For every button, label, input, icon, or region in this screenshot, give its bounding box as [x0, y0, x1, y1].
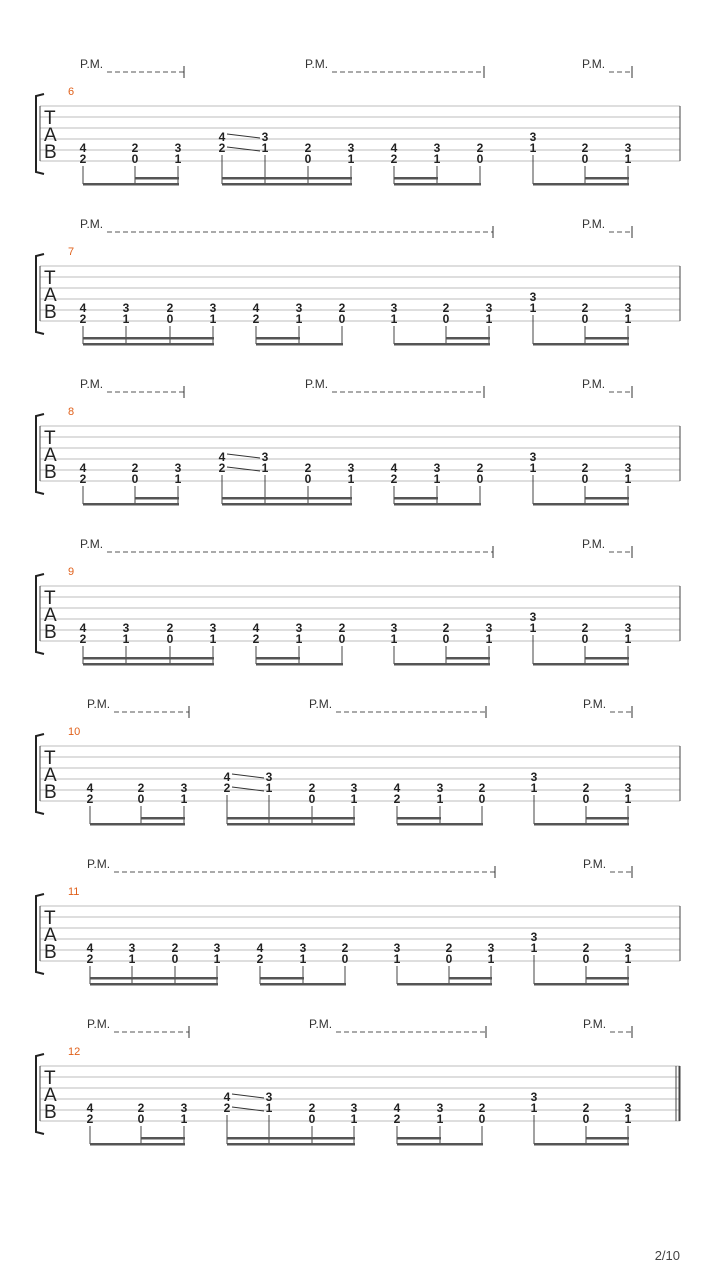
fret-number: 4 — [223, 770, 231, 784]
fret-number: 0 — [338, 632, 346, 646]
fret-number: 1 — [265, 1101, 273, 1115]
fret-number: 4 — [79, 301, 87, 315]
fret-number: 3 — [624, 461, 632, 475]
fret-number: 0 — [304, 472, 312, 486]
tab-system-11 — [36, 857, 680, 986]
fret-number: 4 — [79, 141, 87, 155]
fret-number: 0 — [338, 312, 346, 326]
fret-number: 3 — [624, 621, 632, 635]
fret-number: 4 — [252, 621, 260, 635]
fret-number: 2 — [308, 781, 316, 795]
fret-number: 2 — [218, 461, 226, 475]
fret-number: 2 — [582, 941, 590, 955]
bar-number: 8 — [68, 406, 75, 418]
fret-number: 2 — [338, 621, 346, 635]
beam-primary — [83, 503, 179, 506]
fret-number: 3 — [624, 781, 632, 795]
fret-number: 1 — [122, 632, 130, 646]
beam-secondary — [449, 977, 492, 980]
fret-number: 1 — [529, 301, 537, 315]
fret-number: 1 — [174, 472, 182, 486]
fret-number: 4 — [218, 450, 226, 464]
fret-number: 0 — [308, 1112, 316, 1126]
tab-clef-letter: B — [44, 622, 57, 643]
fret-number: 3 — [624, 141, 632, 155]
beam-primary — [533, 343, 629, 346]
fret-number: 0 — [442, 312, 450, 326]
beam-secondary — [222, 177, 352, 180]
fret-number: 4 — [393, 1101, 401, 1115]
fret-number: 2 — [581, 301, 589, 315]
palm-mute-label: P.M. — [582, 377, 606, 391]
tab-clef-letter: A — [44, 605, 57, 626]
fret-number: 2 — [218, 141, 226, 155]
fret-number: 3 — [350, 1101, 358, 1115]
fret-number: 0 — [166, 312, 174, 326]
fret-number: 3 — [393, 941, 401, 955]
fret-number: 3 — [485, 621, 493, 635]
fret-number: 3 — [436, 781, 444, 795]
fret-number: 1 — [436, 1112, 444, 1126]
fret-number: 3 — [209, 621, 217, 635]
fret-number: 2 — [338, 301, 346, 315]
beam-secondary — [256, 657, 300, 660]
fret-number: 3 — [529, 450, 537, 464]
palm-mute-label: P.M. — [582, 217, 606, 231]
fret-number: 1 — [624, 632, 632, 646]
beam-primary — [222, 183, 352, 186]
fret-number: 3 — [530, 930, 538, 944]
beam-secondary — [141, 817, 185, 820]
fret-number: 1 — [433, 152, 441, 166]
fret-number: 2 — [476, 141, 484, 155]
fret-number: 4 — [86, 1101, 94, 1115]
fret-number: 2 — [131, 141, 139, 155]
fret-number: 4 — [86, 941, 94, 955]
beam-primary — [256, 343, 343, 346]
fret-number: 2 — [137, 781, 145, 795]
fret-number: 3 — [128, 941, 136, 955]
tab-clef-letter: A — [44, 445, 57, 466]
fret-number: 2 — [79, 152, 87, 166]
fret-number: 2 — [86, 952, 94, 966]
fret-number: 0 — [581, 312, 589, 326]
fret-number: 1 — [261, 141, 269, 155]
fret-number: 3 — [209, 301, 217, 315]
fret-number: 0 — [581, 472, 589, 486]
beam-secondary — [90, 977, 218, 980]
fret-number: 0 — [304, 152, 312, 166]
fret-number: 2 — [581, 141, 589, 155]
slide-line — [227, 454, 260, 458]
beam-secondary — [586, 817, 629, 820]
fret-number: 1 — [174, 152, 182, 166]
fret-number: 2 — [582, 781, 590, 795]
fret-number: 2 — [166, 301, 174, 315]
fret-number: 0 — [581, 152, 589, 166]
tab-clef-letter: A — [44, 1085, 57, 1106]
fret-number: 4 — [256, 941, 264, 955]
fret-number: 3 — [347, 461, 355, 475]
fret-number: 1 — [213, 952, 221, 966]
fret-number: 1 — [122, 312, 130, 326]
fret-number: 3 — [624, 941, 632, 955]
fret-number: 1 — [295, 312, 303, 326]
tab-clef-letter: B — [44, 462, 57, 483]
fret-number: 3 — [213, 941, 221, 955]
bar-number: 7 — [68, 246, 75, 258]
palm-mute-label: P.M. — [87, 697, 111, 711]
fret-number: 1 — [624, 472, 632, 486]
bar-number: 12 — [68, 1046, 81, 1058]
fret-number: 4 — [86, 781, 94, 795]
beam-primary — [533, 183, 629, 186]
fret-number: 3 — [433, 141, 441, 155]
beam-secondary — [394, 177, 438, 180]
beam-primary — [83, 183, 179, 186]
beam-secondary — [394, 497, 438, 500]
fret-number: 1 — [295, 632, 303, 646]
bar-number: 9 — [68, 566, 75, 578]
beam-secondary — [446, 337, 490, 340]
beam-secondary — [585, 657, 629, 660]
beam-primary — [534, 823, 629, 826]
beam-secondary — [256, 337, 300, 340]
fret-number: 0 — [166, 632, 174, 646]
tab-clef-letter: T — [44, 588, 56, 609]
beam-primary — [397, 1143, 483, 1146]
fret-number: 0 — [582, 792, 590, 806]
fret-number: 1 — [209, 632, 217, 646]
fret-number: 2 — [445, 941, 453, 955]
fret-number: 0 — [445, 952, 453, 966]
fret-number: 4 — [79, 461, 87, 475]
fret-number: 2 — [131, 461, 139, 475]
fret-number: 2 — [581, 461, 589, 475]
palm-mute-label: P.M. — [309, 1017, 333, 1031]
tab-clef-letter: B — [44, 782, 57, 803]
fret-number: 1 — [390, 632, 398, 646]
fret-number: 0 — [171, 952, 179, 966]
fret-number: 2 — [390, 152, 398, 166]
tab-system-8 — [36, 377, 680, 506]
beam-secondary — [227, 1137, 355, 1140]
beam-primary — [534, 1143, 629, 1146]
fret-number: 2 — [79, 312, 87, 326]
slide-line — [232, 1094, 264, 1098]
beam-secondary — [446, 657, 490, 660]
beam-primary — [534, 983, 629, 986]
tab-system-9 — [36, 537, 680, 666]
fret-number: 4 — [223, 1090, 231, 1104]
beam-secondary — [141, 1137, 185, 1140]
fret-number: 3 — [295, 301, 303, 315]
fret-number: 2 — [252, 632, 260, 646]
beam-primary — [222, 503, 352, 506]
fret-number: 0 — [341, 952, 349, 966]
fret-number: 1 — [530, 1101, 538, 1115]
slide-line — [227, 134, 260, 138]
fret-number: 3 — [529, 290, 537, 304]
tab-clef-letter: T — [44, 1068, 56, 1089]
fret-number: 1 — [433, 472, 441, 486]
tab-clef-letter: B — [44, 302, 57, 323]
fret-number: 2 — [478, 781, 486, 795]
page-number: 2/10 — [654, 1248, 680, 1263]
fret-number: 2 — [252, 312, 260, 326]
fret-number: 1 — [624, 792, 632, 806]
fret-number: 3 — [436, 1101, 444, 1115]
palm-mute-label: P.M. — [80, 57, 104, 71]
fret-number: 2 — [223, 781, 231, 795]
tab-clef-letter: T — [44, 268, 56, 289]
fret-number: 2 — [341, 941, 349, 955]
palm-mute-label: P.M. — [309, 697, 333, 711]
fret-number: 1 — [530, 781, 538, 795]
fret-number: 1 — [529, 461, 537, 475]
beam-secondary — [135, 497, 179, 500]
fret-number: 0 — [478, 1112, 486, 1126]
beam-secondary — [585, 497, 629, 500]
palm-mute-label: P.M. — [305, 57, 329, 71]
tab-clef-letter: A — [44, 925, 57, 946]
palm-mute-label: P.M. — [80, 537, 104, 551]
fret-number: 1 — [350, 1112, 358, 1126]
beam-primary — [397, 983, 492, 986]
fret-number: 0 — [476, 152, 484, 166]
fret-number: 3 — [529, 130, 537, 144]
fret-number: 3 — [485, 301, 493, 315]
fret-number: 4 — [79, 621, 87, 635]
beam-secondary — [585, 177, 629, 180]
fret-number: 0 — [131, 472, 139, 486]
beam-primary — [83, 663, 214, 666]
tab-system-7 — [36, 217, 680, 346]
fret-number: 4 — [218, 130, 226, 144]
fret-number: 2 — [390, 472, 398, 486]
beam-secondary — [222, 497, 352, 500]
fret-number: 2 — [171, 941, 179, 955]
beam-secondary — [83, 657, 214, 660]
tab-system-12 — [36, 1017, 680, 1146]
fret-number: 2 — [442, 301, 450, 315]
fret-number: 3 — [350, 781, 358, 795]
beam-secondary — [397, 1137, 441, 1140]
fret-number: 3 — [390, 301, 398, 315]
fret-number: 3 — [390, 621, 398, 635]
tab-clef-letter: B — [44, 942, 57, 963]
fret-number: 2 — [478, 1101, 486, 1115]
beam-primary — [90, 1143, 185, 1146]
beam-primary — [394, 503, 481, 506]
palm-mute-label: P.M. — [583, 1017, 607, 1031]
fret-number: 3 — [122, 621, 130, 635]
fret-number: 1 — [624, 952, 632, 966]
fret-number: 1 — [350, 792, 358, 806]
fret-number: 3 — [295, 621, 303, 635]
fret-number: 3 — [624, 1101, 632, 1115]
beam-primary — [394, 663, 490, 666]
fret-number: 1 — [180, 1112, 188, 1126]
palm-mute-label: P.M. — [87, 1017, 111, 1031]
beam-primary — [394, 343, 490, 346]
fret-number: 2 — [582, 1101, 590, 1115]
tab-clef-letter: A — [44, 765, 57, 786]
fret-number: 2 — [79, 632, 87, 646]
palm-mute-label: P.M. — [87, 857, 111, 871]
beam-secondary — [585, 337, 629, 340]
fret-number: 3 — [180, 781, 188, 795]
fret-number: 3 — [174, 461, 182, 475]
tab-clef-letter: T — [44, 748, 56, 769]
beam-secondary — [397, 817, 441, 820]
fret-number: 1 — [530, 941, 538, 955]
fret-number: 1 — [393, 952, 401, 966]
beam-primary — [260, 983, 346, 986]
fret-number: 1 — [347, 472, 355, 486]
fret-number: 0 — [582, 952, 590, 966]
beam-secondary — [586, 977, 629, 980]
fret-number: 2 — [256, 952, 264, 966]
palm-mute-label: P.M. — [305, 377, 329, 391]
fret-number: 3 — [261, 450, 269, 464]
fret-number: 3 — [122, 301, 130, 315]
fret-number: 2 — [79, 472, 87, 486]
fret-number: 2 — [137, 1101, 145, 1115]
fret-number: 0 — [308, 792, 316, 806]
fret-number: 1 — [529, 621, 537, 635]
fret-number: 1 — [180, 792, 188, 806]
fret-number: 2 — [393, 1112, 401, 1126]
fret-number: 1 — [299, 952, 307, 966]
beam-secondary — [135, 177, 179, 180]
palm-mute-label: P.M. — [80, 377, 104, 391]
fret-number: 1 — [390, 312, 398, 326]
fret-number: 2 — [166, 621, 174, 635]
fret-number: 2 — [86, 792, 94, 806]
fret-number: 2 — [223, 1101, 231, 1115]
beam-primary — [533, 663, 629, 666]
fret-number: 1 — [347, 152, 355, 166]
fret-number: 2 — [304, 461, 312, 475]
beam-primary — [397, 823, 483, 826]
beam-secondary — [227, 817, 355, 820]
fret-number: 1 — [261, 461, 269, 475]
beam-primary — [83, 343, 214, 346]
palm-mute-label: P.M. — [583, 697, 607, 711]
beam-primary — [227, 823, 355, 826]
tab-clef-letter: B — [44, 142, 57, 163]
fret-number: 1 — [529, 141, 537, 155]
fret-number: 3 — [530, 770, 538, 784]
palm-mute-label: P.M. — [80, 217, 104, 231]
fret-number: 0 — [131, 152, 139, 166]
beam-primary — [256, 663, 343, 666]
fret-number: 3 — [265, 1090, 273, 1104]
fret-number: 2 — [581, 621, 589, 635]
slide-line — [232, 774, 264, 778]
beam-secondary — [83, 337, 214, 340]
fret-number: 3 — [299, 941, 307, 955]
palm-mute-label: P.M. — [582, 537, 606, 551]
fret-number: 4 — [252, 301, 260, 315]
beam-primary — [90, 983, 218, 986]
tab-system-6 — [36, 57, 680, 186]
fret-number: 0 — [442, 632, 450, 646]
bar-number: 6 — [68, 86, 75, 98]
fret-number: 2 — [476, 461, 484, 475]
fret-number: 0 — [581, 632, 589, 646]
fret-number: 2 — [393, 792, 401, 806]
palm-mute-label: P.M. — [582, 57, 606, 71]
fret-number: 0 — [476, 472, 484, 486]
fret-number: 1 — [624, 312, 632, 326]
fret-number: 3 — [174, 141, 182, 155]
beam-secondary — [260, 977, 304, 980]
beam-primary — [533, 503, 629, 506]
beam-primary — [227, 1143, 355, 1146]
fret-number: 0 — [137, 1112, 145, 1126]
tab-clef-letter: T — [44, 428, 56, 449]
fret-number: 4 — [393, 781, 401, 795]
tab-clef-letter: A — [44, 285, 57, 306]
fret-number: 1 — [209, 312, 217, 326]
tab-system-10 — [36, 697, 680, 826]
fret-number: 4 — [390, 461, 398, 475]
palm-mute-label: P.M. — [583, 857, 607, 871]
bar-number: 11 — [68, 886, 80, 898]
fret-number: 2 — [86, 1112, 94, 1126]
tab-clef-letter: A — [44, 125, 57, 146]
fret-number: 3 — [261, 130, 269, 144]
fret-number: 3 — [180, 1101, 188, 1115]
fret-number: 1 — [485, 632, 493, 646]
fret-number: 1 — [624, 152, 632, 166]
fret-number: 0 — [478, 792, 486, 806]
fret-number: 2 — [442, 621, 450, 635]
fret-number: 3 — [624, 301, 632, 315]
tab-clef-letter: B — [44, 1102, 57, 1123]
fret-number: 1 — [128, 952, 136, 966]
fret-number: 3 — [530, 1090, 538, 1104]
beam-secondary — [586, 1137, 629, 1140]
fret-number: 3 — [347, 141, 355, 155]
tab-clef-letter: T — [44, 908, 56, 929]
tab-clef-letter: T — [44, 108, 56, 129]
fret-number: 1 — [485, 312, 493, 326]
beam-primary — [90, 823, 185, 826]
fret-number: 0 — [137, 792, 145, 806]
fret-number: 1 — [436, 792, 444, 806]
fret-number: 3 — [487, 941, 495, 955]
fret-number: 4 — [390, 141, 398, 155]
fret-number: 3 — [529, 610, 537, 624]
beam-primary — [394, 183, 481, 186]
fret-number: 1 — [487, 952, 495, 966]
fret-number: 2 — [304, 141, 312, 155]
fret-number: 1 — [265, 781, 273, 795]
fret-number: 0 — [582, 1112, 590, 1126]
fret-number: 2 — [308, 1101, 316, 1115]
fret-number: 1 — [624, 1112, 632, 1126]
bar-number: 10 — [68, 726, 81, 738]
fret-number: 3 — [265, 770, 273, 784]
fret-number: 3 — [433, 461, 441, 475]
